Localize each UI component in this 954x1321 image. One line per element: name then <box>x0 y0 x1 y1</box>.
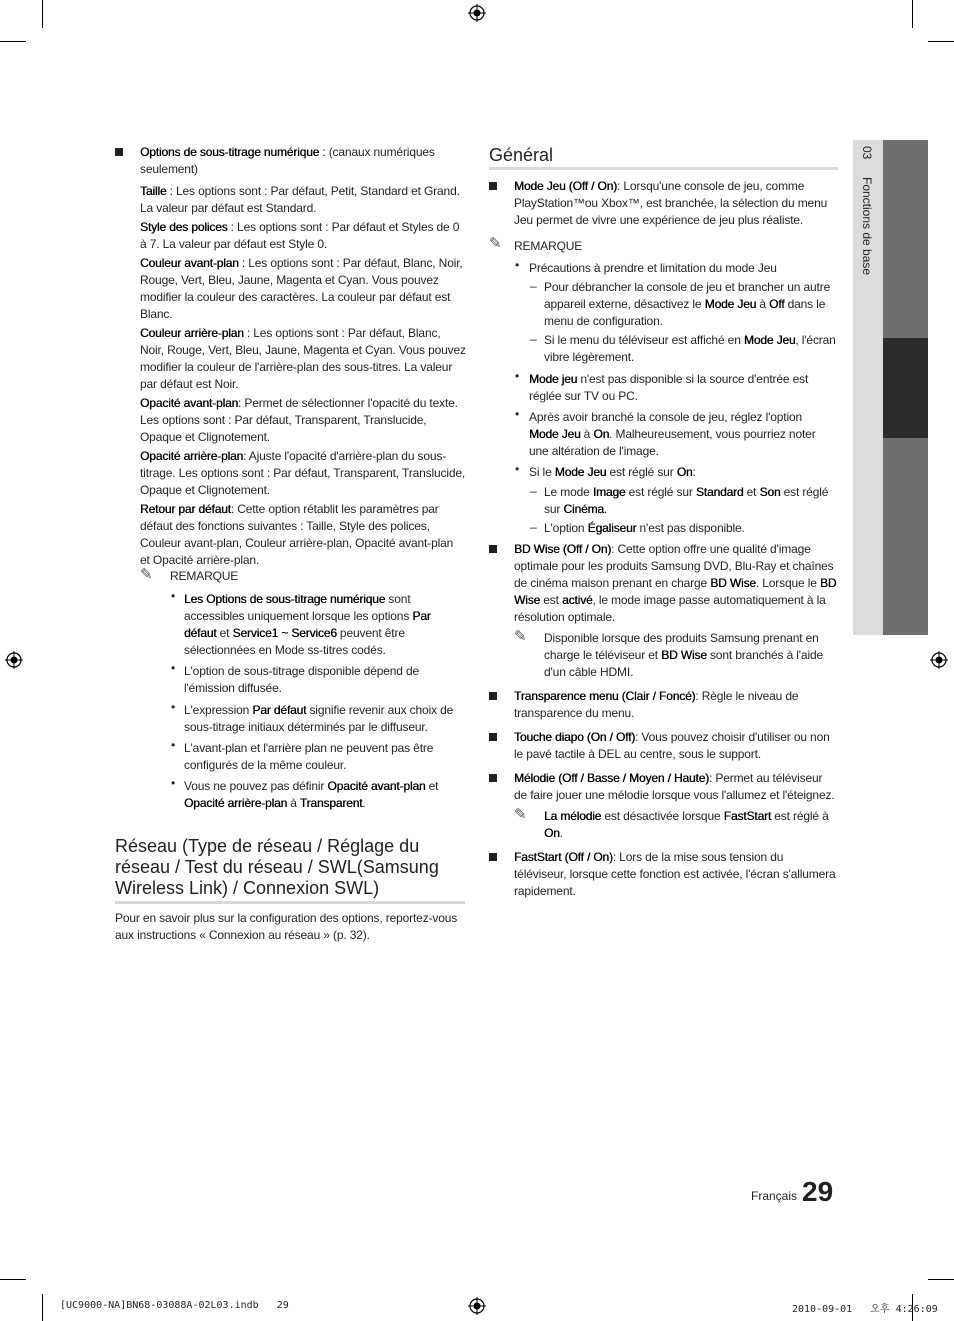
melodie-note <box>544 808 834 842</box>
subtitle-options-block <box>140 144 466 569</box>
note-bold: Opacité arrière-plan <box>184 796 288 810</box>
bullet-dot-icon: • <box>171 661 176 675</box>
reseau-heading: Réseau (Type de réseau / Réglage du réseau / Test du réseau / SWL(Samsung Wireless Link) / Connexion SWL) <box>115 836 439 898</box>
note-bold: Cinéma <box>563 502 604 516</box>
note-bold: Off <box>769 297 785 311</box>
note-pencil-icon: ✎ <box>514 628 527 645</box>
section-rule <box>115 901 465 904</box>
bd-text: . Lorsque le <box>755 576 820 590</box>
dash-marker: – <box>530 484 537 498</box>
note-text: Si le menu du téléviseur est affiché en <box>544 333 744 347</box>
bd-bold: BD Wise <box>710 576 756 590</box>
note-text: Disponible lorsque des produits Samsung prenant en charge le téléviseur et <box>544 631 819 662</box>
registration-mark-icon <box>468 4 486 22</box>
options-title-suffix: : (canaux numériques seulement) <box>140 145 435 176</box>
note-text: . Malheureusement, vous pourriez noter une altération de l'image. <box>529 427 816 458</box>
note-bold: Mode Jeu <box>704 297 757 311</box>
dash-marker: – <box>530 279 537 293</box>
bullet-dot-icon: • <box>171 738 176 752</box>
mode-jeu-item <box>514 178 834 229</box>
note-text: . <box>559 826 563 840</box>
option-item <box>140 448 466 499</box>
crop-mark <box>0 41 26 42</box>
note-bold: Par défaut <box>252 703 307 717</box>
note-text: est réglé sur <box>625 485 696 499</box>
note-text: à <box>756 297 770 311</box>
general-heading: Général <box>489 145 554 165</box>
option-text: : Ajuste l'opacité d'arrière-plan du sous-titrage. Les options sont : Par défaut, Transparent, Translucide, Opaque et Clignotement. <box>140 449 466 497</box>
footer-date: 2010-09-01 오후 4:26:09 <box>792 1304 938 1315</box>
note-text: Pour débrancher la console de jeu et brancher un autre appareil externe, désactivez le <box>544 280 831 311</box>
note-text: . <box>362 796 366 810</box>
note-pencil-icon: ✎ <box>514 806 527 823</box>
note-text: est réglé à <box>771 809 829 823</box>
note-text: Si le <box>529 465 555 479</box>
bd-bold: activé <box>562 593 593 607</box>
option-item <box>140 183 466 217</box>
bullet-square-icon <box>489 692 497 700</box>
bd-text: : Cette option offre une qualité d'image optimale pour les produits Samsung DVD, Blu-Ray et chaînes de cinéma maison prenant en charge <box>514 542 834 590</box>
note-text: sont accessibles uniquement lorsque les options <box>184 592 413 623</box>
dash-marker: – <box>530 332 537 346</box>
note-text: sont branchés à l'aide d'un câble HDMI. <box>544 648 824 679</box>
note-text: n'est pas disponible. <box>636 521 745 535</box>
note-text: Vous ne pouvez pas définir <box>184 779 328 793</box>
bd-bold: BD Wise <box>514 576 837 607</box>
note-bold: Standard <box>695 485 744 499</box>
note-text: est réglé sur <box>606 465 677 479</box>
note-bold: Mode Jeu <box>554 465 607 479</box>
note-bold: Égaliseur <box>587 521 637 535</box>
note-bold: Les Options de sous-titrage numérique <box>184 592 386 606</box>
note-text: peuvent être sélectionnées en Mode ss-titres codés. <box>184 626 405 657</box>
option-term: Style des polices <box>140 220 228 234</box>
bd-text: , le mode image passe automatiquement à la résolution optimale. <box>514 593 826 624</box>
option-text: : Les options sont : Par défaut, Blanc, Noir, Rouge, Vert, Bleu, Jaune, Magenta et Cyan. Vous pouvez modifier la couleur de l'arrière-plan des sous-titres. La valeur par défaut est Noir. <box>140 326 466 391</box>
footer-file: [UC9000-NA]BN68-03088A-02L03.indb 29 <box>60 1300 289 1311</box>
note-bold: Mode Jeu <box>529 427 581 441</box>
bullet-dot-icon: • <box>515 462 520 476</box>
touche-diapo-item <box>514 729 838 763</box>
note-bold: FastStart <box>723 809 772 823</box>
bd-wise-item <box>514 541 838 626</box>
side-tab-number: 03 <box>860 146 874 160</box>
registration-mark-icon <box>468 1297 486 1315</box>
bullet-square-icon <box>489 733 497 741</box>
option-term: Opacité avant-plan <box>140 396 239 410</box>
melodie-text: : Permet au téléviseur de faire jouer une mélodie lorsque vous l'allumez et l'éteignez. <box>514 771 835 802</box>
option-item <box>140 501 466 569</box>
note-subitem <box>544 520 836 537</box>
faststart-text: : Lors de la mise sous tension du téléviseur, lorsque cette fonction est activée, l'écran s'allumera rapidement. <box>514 850 836 898</box>
note-item <box>184 702 464 736</box>
bullet-dot-icon: • <box>515 407 520 421</box>
note-bold: On <box>544 826 560 840</box>
note-item <box>184 591 460 659</box>
note-bold: Par défaut <box>184 609 431 640</box>
option-text: : Les options sont : Par défaut et Styles de 0 à 7. La valeur par défaut est Style 0. <box>140 220 460 251</box>
note-text: signifie revenir aux choix de sous-titrage initiaux déterminés par le diffuseur. <box>184 703 454 734</box>
note-text: à <box>580 427 594 441</box>
reseau-text: Pour en savoir plus sur la configuration des options, reportez-vous aux instructions « Connexion au réseau » (p. 32). <box>115 911 458 942</box>
note-text: et <box>743 485 760 499</box>
option-term: Retour par défaut <box>140 502 231 516</box>
option-item <box>140 395 466 446</box>
crop-mark <box>912 0 913 28</box>
bullet-square-icon <box>489 545 497 553</box>
option-text: : Permet de sélectionner l'opacité du texte. Les options sont : Par défaut, Transparent, Translucide, Opaque et Clignotement. <box>140 396 458 444</box>
side-tab-label: Fonctions de base <box>860 177 874 276</box>
note-bold: Service1 ~ Service6 <box>232 626 337 640</box>
note-item <box>529 371 829 405</box>
crop-mark <box>0 1279 26 1280</box>
note-bold: Mode jeu <box>529 372 578 386</box>
touche-diapo-text: : Vous pouvez choisir d'utiliser ou non le pavé tactile à DEL au centre, sous le support. <box>514 730 830 761</box>
note-text: L'avant-plan et l'arrière plan ne peuvent pas être configurés de la même couleur. <box>184 741 434 772</box>
bullet-dot-icon: • <box>171 589 176 603</box>
option-term: Taille <box>140 184 167 198</box>
crop-mark <box>42 0 43 28</box>
mode-jeu-term: Mode Jeu (Off / On) <box>514 179 617 193</box>
registration-mark-icon <box>930 651 948 669</box>
crop-mark <box>42 1294 43 1321</box>
option-text: : Les options sont : Par défaut, Petit, Standard et Grand. La valeur par défaut est Standard. <box>140 184 460 215</box>
bullet-dot-icon: • <box>171 700 176 714</box>
transparence-term: Transparence menu (Clair / Foncé) <box>514 689 696 703</box>
page-language: Français <box>751 1189 798 1203</box>
option-item <box>140 255 466 323</box>
note-subitem <box>544 279 834 330</box>
note-text: et <box>216 626 233 640</box>
note-text: L'option de sous-titrage disponible dépend de l'émission diffusée. <box>184 664 420 695</box>
side-tab-active <box>883 338 928 438</box>
bullet-dot-icon: • <box>515 258 520 272</box>
option-item <box>140 219 466 253</box>
note-pencil-icon: ✎ <box>489 235 502 252</box>
touche-diapo-term: Touche diapo (On / Off) <box>514 730 636 744</box>
note-item <box>184 663 460 697</box>
note-label: REMARQUE <box>514 239 583 253</box>
note-bold: Transparent <box>299 796 363 810</box>
section-rule <box>489 167 838 170</box>
note-text: Le mode <box>544 485 593 499</box>
note-subitem <box>544 484 836 518</box>
registration-mark-icon <box>5 651 23 669</box>
option-text: : Cette option rétablit les paramètres par défaut des fonctions suivantes : Taille, Style des polices, Couleur avant-plan, Couleur arrière-plan, Opacité avant-plan et Opacité arrière-plan. <box>140 502 454 567</box>
note-bold: BD Wise <box>661 648 707 662</box>
note-item <box>184 740 446 774</box>
faststart-term: FastStart (Off / On) <box>514 850 613 864</box>
note-bold: Image <box>592 485 626 499</box>
note-text: Après avoir branché la console de jeu, réglez l'option <box>529 410 803 424</box>
note-text: est désactivée lorsque <box>601 809 724 823</box>
bd-note <box>544 630 828 681</box>
melodie-term: Mélodie (Off / Basse / Moyen / Haute) <box>514 771 709 785</box>
bullet-square-icon <box>489 853 497 861</box>
note-bold: On <box>593 427 610 441</box>
note-bold: Opacité avant-plan <box>327 779 426 793</box>
note-text: : <box>692 465 696 479</box>
option-term: Couleur avant-plan <box>140 256 239 270</box>
bullet-dot-icon: • <box>515 369 520 383</box>
note-item <box>529 409 829 460</box>
transparence-text: : Règle le niveau de transparence du menu. <box>514 689 799 720</box>
option-term: Couleur arrière-plan <box>140 326 244 340</box>
option-text: : Les options sont : Par défaut, Blanc, Noir, Rouge, Vert, Bleu, Jaune, Magenta et Cyan. Vous pouvez modifier la couleur des caractères. La couleur par défaut est Blanc. <box>140 256 463 321</box>
bd-text: est <box>540 593 563 607</box>
crop-mark <box>928 41 954 42</box>
note-text: dans le menu de configuration. <box>544 297 826 328</box>
note-bold: On <box>676 465 693 479</box>
note-item <box>184 778 460 812</box>
bd-wise-term: BD Wise (Off / On) <box>514 542 612 556</box>
note-text: L'option <box>544 521 588 535</box>
options-title: Options de sous-titrage numérique <box>140 145 320 159</box>
note-text: L'expression <box>184 703 253 717</box>
mode-jeu-text: : Lorsqu'une console de jeu, comme PlayStation™ou Xbox™, est branchée, la sélection du menu Jeu permet de vivre une expérience de jeu plus réaliste. <box>514 179 828 227</box>
transparence-item <box>514 688 814 722</box>
note-text: n'est pas disponible si la source d'entrée est réglée sur TV ou PC. <box>529 372 809 403</box>
bullet-square-icon <box>489 182 497 190</box>
crop-mark <box>928 1279 954 1280</box>
note-text: . <box>603 502 608 516</box>
side-tab-top <box>883 140 928 338</box>
note-bold: Son <box>759 485 781 499</box>
note-text: et <box>425 779 439 793</box>
note-text: , l'écran vibre légèrement. <box>544 333 836 364</box>
page-number: 29 <box>802 1176 834 1207</box>
option-item <box>140 325 466 393</box>
side-tab-bottom <box>883 438 928 635</box>
note-item <box>529 464 829 481</box>
note-pencil-icon: ✎ <box>140 566 153 583</box>
melodie-item <box>514 770 838 804</box>
note-bold: La mélodie <box>544 809 602 823</box>
dash-marker: – <box>530 520 537 534</box>
bullet-square-icon <box>115 148 123 156</box>
option-term: Opacité arrière-plan <box>140 449 244 463</box>
bullet-dot-icon: • <box>171 776 176 790</box>
faststart-item <box>514 849 836 900</box>
note-bold: Mode Jeu <box>743 333 796 347</box>
note-text: est réglé sur <box>544 485 829 516</box>
note-text: à <box>287 796 300 810</box>
note-label: REMARQUE <box>170 569 239 583</box>
note-subitem <box>544 332 836 366</box>
bullet-square-icon <box>489 774 497 782</box>
note-item: Précautions à prendre et limitation du mode Jeu <box>529 261 777 275</box>
